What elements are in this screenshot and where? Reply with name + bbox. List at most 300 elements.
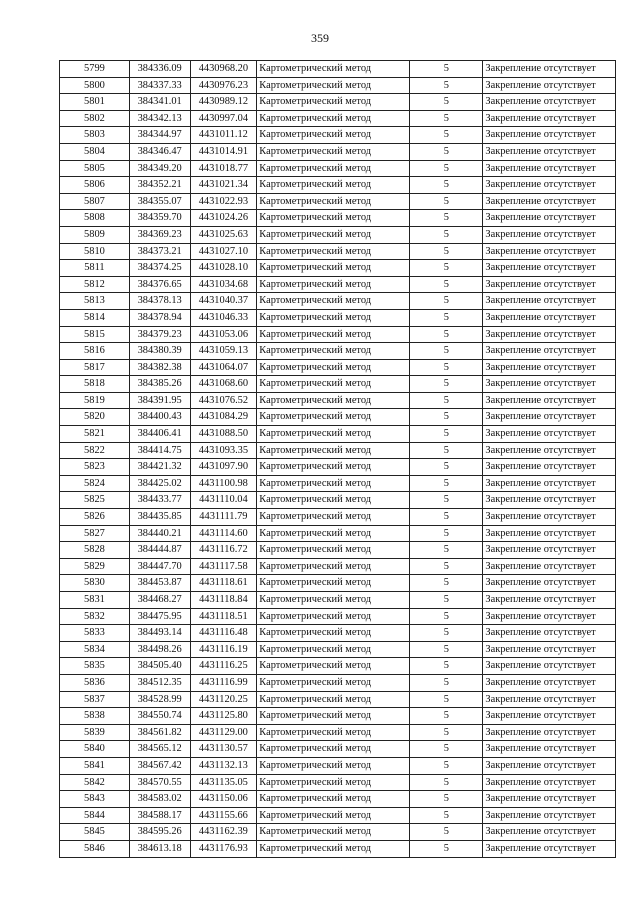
- table-row: [60, 343, 616, 360]
- x-coordinate-cell: 384447.70: [129, 558, 190, 575]
- y-coordinate-cell: 4431116.72: [190, 542, 257, 559]
- method-cell: Картометрический метод: [257, 260, 410, 277]
- fixing-cell: Закрепление отсутствует: [483, 492, 616, 509]
- fixing-cell: Закрепление отсутствует: [483, 160, 616, 177]
- accuracy-cell: 5: [410, 110, 483, 127]
- y-coordinate-cell: 4431162.39: [190, 824, 257, 841]
- y-coordinate-cell: 4431130.57: [190, 741, 257, 758]
- fixing-cell: Закрепление отсутствует: [483, 475, 616, 492]
- method-cell: Картометрический метод: [257, 359, 410, 376]
- point-number-cell: 5826: [60, 509, 130, 526]
- fixing-cell: Закрепление отсутствует: [483, 840, 616, 857]
- fixing-cell: Закрепление отсутствует: [483, 658, 616, 675]
- accuracy-cell: 5: [410, 459, 483, 476]
- point-number-cell: 5823: [60, 459, 130, 476]
- method-cell: Картометрический метод: [257, 276, 410, 293]
- y-coordinate-cell: 4431022.93: [190, 193, 257, 210]
- table-row: [60, 210, 616, 227]
- fixing-cell: Закрепление отсутствует: [483, 592, 616, 609]
- point-number-cell: 5841: [60, 757, 130, 774]
- table-row: [60, 840, 616, 857]
- y-coordinate-cell: 4431093.35: [190, 442, 257, 459]
- accuracy-cell: 5: [410, 376, 483, 393]
- table-row: [60, 625, 616, 642]
- table-row: [60, 475, 616, 492]
- x-coordinate-cell: 384498.26: [129, 641, 190, 658]
- table-row: [60, 226, 616, 243]
- accuracy-cell: 5: [410, 608, 483, 625]
- y-coordinate-cell: 4431027.10: [190, 243, 257, 260]
- method-cell: Картометрический метод: [257, 492, 410, 509]
- y-coordinate-cell: 4430997.04: [190, 110, 257, 127]
- fixing-cell: Закрепление отсутствует: [483, 757, 616, 774]
- point-number-cell: 5830: [60, 575, 130, 592]
- accuracy-cell: 5: [410, 575, 483, 592]
- table-row: [60, 326, 616, 343]
- x-coordinate-cell: 384359.70: [129, 210, 190, 227]
- y-coordinate-cell: 4431155.66: [190, 807, 257, 824]
- table-row: [60, 426, 616, 443]
- point-number-cell: 5816: [60, 343, 130, 360]
- method-cell: Картометрический метод: [257, 143, 410, 160]
- accuracy-cell: 5: [410, 824, 483, 841]
- point-number-cell: 5821: [60, 426, 130, 443]
- x-coordinate-cell: 384421.32: [129, 459, 190, 476]
- table-row: [60, 127, 616, 144]
- accuracy-cell: 5: [410, 658, 483, 675]
- y-coordinate-cell: 4431084.29: [190, 409, 257, 426]
- x-coordinate-cell: 384505.40: [129, 658, 190, 675]
- x-coordinate-cell: 384382.38: [129, 359, 190, 376]
- y-coordinate-cell: 4431116.99: [190, 674, 257, 691]
- table-row: [60, 608, 616, 625]
- point-number-cell: 5832: [60, 608, 130, 625]
- y-coordinate-cell: 4431132.13: [190, 757, 257, 774]
- accuracy-cell: 5: [410, 392, 483, 409]
- y-coordinate-cell: 4431088.50: [190, 426, 257, 443]
- table-row: [60, 542, 616, 559]
- fixing-cell: Закрепление отсутствует: [483, 807, 616, 824]
- method-cell: Картометрический метод: [257, 459, 410, 476]
- table-row: [60, 575, 616, 592]
- accuracy-cell: 5: [410, 127, 483, 144]
- point-number-cell: 5817: [60, 359, 130, 376]
- y-coordinate-cell: 4431011.12: [190, 127, 257, 144]
- accuracy-cell: 5: [410, 757, 483, 774]
- method-cell: Картометрический метод: [257, 509, 410, 526]
- point-number-cell: 5804: [60, 143, 130, 160]
- x-coordinate-cell: 384444.87: [129, 542, 190, 559]
- x-coordinate-cell: 384406.41: [129, 426, 190, 443]
- x-coordinate-cell: 384570.55: [129, 774, 190, 791]
- fixing-cell: Закрепление отсутствует: [483, 791, 616, 808]
- table-row: [60, 77, 616, 94]
- point-number-cell: 5814: [60, 309, 130, 326]
- method-cell: Картометрический метод: [257, 226, 410, 243]
- method-cell: Картометрический метод: [257, 824, 410, 841]
- x-coordinate-cell: 384373.21: [129, 243, 190, 260]
- point-number-cell: 5836: [60, 674, 130, 691]
- y-coordinate-cell: 4431118.51: [190, 608, 257, 625]
- x-coordinate-cell: 384400.43: [129, 409, 190, 426]
- method-cell: Картометрический метод: [257, 674, 410, 691]
- point-number-cell: 5809: [60, 226, 130, 243]
- y-coordinate-cell: 4431021.34: [190, 177, 257, 194]
- fixing-cell: Закрепление отсутствует: [483, 426, 616, 443]
- fixing-cell: Закрепление отсутствует: [483, 442, 616, 459]
- point-number-cell: 5837: [60, 691, 130, 708]
- point-number-cell: 5843: [60, 791, 130, 808]
- point-number-cell: 5800: [60, 77, 130, 94]
- method-cell: Картометрический метод: [257, 392, 410, 409]
- method-cell: Картометрический метод: [257, 542, 410, 559]
- fixing-cell: Закрепление отсутствует: [483, 293, 616, 310]
- table-row: [60, 509, 616, 526]
- fixing-cell: Закрепление отсутствует: [483, 77, 616, 94]
- fixing-cell: Закрепление отсутствует: [483, 741, 616, 758]
- method-cell: Картометрический метод: [257, 409, 410, 426]
- fixing-cell: Закрепление отсутствует: [483, 724, 616, 741]
- point-number-cell: 5835: [60, 658, 130, 675]
- point-number-cell: 5834: [60, 641, 130, 658]
- fixing-cell: Закрепление отсутствует: [483, 210, 616, 227]
- y-coordinate-cell: 4431064.07: [190, 359, 257, 376]
- y-coordinate-cell: 4431018.77: [190, 160, 257, 177]
- method-cell: Картометрический метод: [257, 791, 410, 808]
- accuracy-cell: 5: [410, 426, 483, 443]
- table-row: [60, 160, 616, 177]
- y-coordinate-cell: 4431068.60: [190, 376, 257, 393]
- method-cell: Картометрический метод: [257, 691, 410, 708]
- accuracy-cell: 5: [410, 94, 483, 111]
- fixing-cell: Закрепление отсутствует: [483, 127, 616, 144]
- method-cell: Картометрический метод: [257, 774, 410, 791]
- x-coordinate-cell: 384355.07: [129, 193, 190, 210]
- y-coordinate-cell: 4431117.58: [190, 558, 257, 575]
- point-number-cell: 5812: [60, 276, 130, 293]
- y-coordinate-cell: 4431125.80: [190, 708, 257, 725]
- fixing-cell: Закрепление отсутствует: [483, 575, 616, 592]
- point-number-cell: 5831: [60, 592, 130, 609]
- accuracy-cell: 5: [410, 309, 483, 326]
- y-coordinate-cell: 4431025.63: [190, 226, 257, 243]
- table-row: [60, 376, 616, 393]
- point-number-cell: 5844: [60, 807, 130, 824]
- fixing-cell: Закрепление отсутствует: [483, 525, 616, 542]
- x-coordinate-cell: 384425.02: [129, 475, 190, 492]
- point-number-cell: 5799: [60, 61, 130, 78]
- y-coordinate-cell: 4430968.20: [190, 61, 257, 78]
- fixing-cell: Закрепление отсутствует: [483, 542, 616, 559]
- table-row: [60, 110, 616, 127]
- x-coordinate-cell: 384567.42: [129, 757, 190, 774]
- point-number-cell: 5829: [60, 558, 130, 575]
- table-row: [60, 641, 616, 658]
- y-coordinate-cell: 4431176.93: [190, 840, 257, 857]
- table-row: [60, 807, 616, 824]
- x-coordinate-cell: 384391.95: [129, 392, 190, 409]
- accuracy-cell: 5: [410, 840, 483, 857]
- table-row: [60, 193, 616, 210]
- method-cell: Картометрический метод: [257, 243, 410, 260]
- method-cell: Картометрический метод: [257, 376, 410, 393]
- x-coordinate-cell: 384344.97: [129, 127, 190, 144]
- table-row: [60, 243, 616, 260]
- x-coordinate-cell: 384435.85: [129, 509, 190, 526]
- table-row: [60, 442, 616, 459]
- fixing-cell: Закрепление отсутствует: [483, 359, 616, 376]
- fixing-cell: Закрепление отсутствует: [483, 459, 616, 476]
- accuracy-cell: 5: [410, 774, 483, 791]
- fixing-cell: Закрепление отсутствует: [483, 774, 616, 791]
- method-cell: Картометрический метод: [257, 575, 410, 592]
- accuracy-cell: 5: [410, 77, 483, 94]
- accuracy-cell: 5: [410, 177, 483, 194]
- method-cell: Картометрический метод: [257, 525, 410, 542]
- table-row: [60, 674, 616, 691]
- method-cell: Картометрический метод: [257, 558, 410, 575]
- fixing-cell: Закрепление отсутствует: [483, 94, 616, 111]
- table-row: [60, 94, 616, 111]
- point-number-cell: 5819: [60, 392, 130, 409]
- accuracy-cell: 5: [410, 691, 483, 708]
- point-number-cell: 5828: [60, 542, 130, 559]
- accuracy-cell: 5: [410, 143, 483, 160]
- method-cell: Картометрический метод: [257, 61, 410, 78]
- table-row: [60, 359, 616, 376]
- method-cell: Картометрический метод: [257, 110, 410, 127]
- method-cell: Картометрический метод: [257, 293, 410, 310]
- y-coordinate-cell: 4431076.52: [190, 392, 257, 409]
- y-coordinate-cell: 4431116.25: [190, 658, 257, 675]
- x-coordinate-cell: 384453.87: [129, 575, 190, 592]
- y-coordinate-cell: 4431024.26: [190, 210, 257, 227]
- table-row: [60, 592, 616, 609]
- y-coordinate-cell: 4431028.10: [190, 260, 257, 277]
- method-cell: Картометрический метод: [257, 840, 410, 857]
- table-row: [60, 708, 616, 725]
- point-number-cell: 5802: [60, 110, 130, 127]
- fixing-cell: Закрепление отсутствует: [483, 226, 616, 243]
- method-cell: Картометрический метод: [257, 77, 410, 94]
- method-cell: Картометрический метод: [257, 326, 410, 343]
- y-coordinate-cell: 4431014.91: [190, 143, 257, 160]
- method-cell: Картометрический метод: [257, 592, 410, 609]
- fixing-cell: Закрепление отсутствует: [483, 824, 616, 841]
- table-row: [60, 757, 616, 774]
- accuracy-cell: 5: [410, 741, 483, 758]
- fixing-cell: Закрепление отсутствует: [483, 376, 616, 393]
- point-number-cell: 5807: [60, 193, 130, 210]
- point-number-cell: 5818: [60, 376, 130, 393]
- x-coordinate-cell: 384468.27: [129, 592, 190, 609]
- accuracy-cell: 5: [410, 160, 483, 177]
- table-row: [60, 724, 616, 741]
- x-coordinate-cell: 384378.94: [129, 309, 190, 326]
- accuracy-cell: 5: [410, 625, 483, 642]
- accuracy-cell: 5: [410, 791, 483, 808]
- accuracy-cell: 5: [410, 343, 483, 360]
- x-coordinate-cell: 384376.65: [129, 276, 190, 293]
- accuracy-cell: 5: [410, 724, 483, 741]
- x-coordinate-cell: 384346.47: [129, 143, 190, 160]
- accuracy-cell: 5: [410, 409, 483, 426]
- table-row: [60, 392, 616, 409]
- y-coordinate-cell: 4430989.12: [190, 94, 257, 111]
- table-row: [60, 525, 616, 542]
- x-coordinate-cell: 384385.26: [129, 376, 190, 393]
- table-row: [60, 143, 616, 160]
- fixing-cell: Закрепление отсутствует: [483, 276, 616, 293]
- point-number-cell: 5825: [60, 492, 130, 509]
- point-number-cell: 5842: [60, 774, 130, 791]
- fixing-cell: Закрепление отсутствует: [483, 243, 616, 260]
- method-cell: Картометрический метод: [257, 442, 410, 459]
- method-cell: Картометрический метод: [257, 757, 410, 774]
- y-coordinate-cell: 4431046.33: [190, 309, 257, 326]
- method-cell: Картометрический метод: [257, 160, 410, 177]
- accuracy-cell: 5: [410, 359, 483, 376]
- y-coordinate-cell: 4431034.68: [190, 276, 257, 293]
- point-number-cell: 5840: [60, 741, 130, 758]
- table-row: [60, 276, 616, 293]
- x-coordinate-cell: 384374.25: [129, 260, 190, 277]
- accuracy-cell: 5: [410, 442, 483, 459]
- fixing-cell: Закрепление отсутствует: [483, 143, 616, 160]
- x-coordinate-cell: 384588.17: [129, 807, 190, 824]
- y-coordinate-cell: 4431059.13: [190, 343, 257, 360]
- fixing-cell: Закрепление отсутствует: [483, 691, 616, 708]
- x-coordinate-cell: 384512.35: [129, 674, 190, 691]
- accuracy-cell: 5: [410, 475, 483, 492]
- x-coordinate-cell: 384379.23: [129, 326, 190, 343]
- table-row: [60, 558, 616, 575]
- table-row: [60, 791, 616, 808]
- table-row: [60, 459, 616, 476]
- point-number-cell: 5824: [60, 475, 130, 492]
- point-number-cell: 5820: [60, 409, 130, 426]
- fixing-cell: Закрепление отсутствует: [483, 309, 616, 326]
- point-number-cell: 5803: [60, 127, 130, 144]
- table-row: [60, 741, 616, 758]
- fixing-cell: Закрепление отсутствует: [483, 177, 616, 194]
- method-cell: Картометрический метод: [257, 127, 410, 144]
- point-number-cell: 5815: [60, 326, 130, 343]
- method-cell: Картометрический метод: [257, 658, 410, 675]
- y-coordinate-cell: 4431053.06: [190, 326, 257, 343]
- accuracy-cell: 5: [410, 525, 483, 542]
- y-coordinate-cell: 4431129.00: [190, 724, 257, 741]
- y-coordinate-cell: 4431120.25: [190, 691, 257, 708]
- fixing-cell: Закрепление отсутствует: [483, 61, 616, 78]
- x-coordinate-cell: 384349.20: [129, 160, 190, 177]
- method-cell: Картометрический метод: [257, 426, 410, 443]
- table-row: [60, 691, 616, 708]
- x-coordinate-cell: 384352.21: [129, 177, 190, 194]
- method-cell: Картометрический метод: [257, 741, 410, 758]
- y-coordinate-cell: 4431116.48: [190, 625, 257, 642]
- point-number-cell: 5806: [60, 177, 130, 194]
- y-coordinate-cell: 4431040.37: [190, 293, 257, 310]
- method-cell: Картометрический метод: [257, 177, 410, 194]
- x-coordinate-cell: 384561.82: [129, 724, 190, 741]
- x-coordinate-cell: 384433.77: [129, 492, 190, 509]
- accuracy-cell: 5: [410, 276, 483, 293]
- method-cell: Картометрический метод: [257, 94, 410, 111]
- y-coordinate-cell: 4431150.06: [190, 791, 257, 808]
- x-coordinate-cell: 384369.23: [129, 226, 190, 243]
- table-row: [60, 177, 616, 194]
- method-cell: Картометрический метод: [257, 708, 410, 725]
- accuracy-cell: 5: [410, 509, 483, 526]
- fixing-cell: Закрепление отсутствует: [483, 674, 616, 691]
- method-cell: Картометрический метод: [257, 625, 410, 642]
- x-coordinate-cell: 384414.75: [129, 442, 190, 459]
- method-cell: Картометрический метод: [257, 309, 410, 326]
- x-coordinate-cell: 384378.13: [129, 293, 190, 310]
- method-cell: Картометрический метод: [257, 608, 410, 625]
- table-row: [60, 658, 616, 675]
- x-coordinate-cell: 384342.13: [129, 110, 190, 127]
- table-row: [60, 61, 616, 78]
- page-number: 359: [311, 31, 329, 45]
- y-coordinate-cell: 4431097.90: [190, 459, 257, 476]
- point-number-cell: 5846: [60, 840, 130, 857]
- table-row: [60, 309, 616, 326]
- point-number-cell: 5845: [60, 824, 130, 841]
- x-coordinate-cell: 384550.74: [129, 708, 190, 725]
- x-coordinate-cell: 384565.12: [129, 741, 190, 758]
- accuracy-cell: 5: [410, 326, 483, 343]
- x-coordinate-cell: 384595.26: [129, 824, 190, 841]
- y-coordinate-cell: 4430976.23: [190, 77, 257, 94]
- x-coordinate-cell: 384613.18: [129, 840, 190, 857]
- y-coordinate-cell: 4431114.60: [190, 525, 257, 542]
- accuracy-cell: 5: [410, 542, 483, 559]
- accuracy-cell: 5: [410, 210, 483, 227]
- fixing-cell: Закрепление отсутствует: [483, 708, 616, 725]
- point-number-cell: 5822: [60, 442, 130, 459]
- fixing-cell: Закрепление отсутствует: [483, 193, 616, 210]
- y-coordinate-cell: 4431118.61: [190, 575, 257, 592]
- fixing-cell: Закрепление отсутствует: [483, 409, 616, 426]
- accuracy-cell: 5: [410, 807, 483, 824]
- accuracy-cell: 5: [410, 674, 483, 691]
- fixing-cell: Закрепление отсутствует: [483, 260, 616, 277]
- accuracy-cell: 5: [410, 193, 483, 210]
- point-number-cell: 5839: [60, 724, 130, 741]
- accuracy-cell: 5: [410, 61, 483, 78]
- accuracy-cell: 5: [410, 293, 483, 310]
- y-coordinate-cell: 4431116.19: [190, 641, 257, 658]
- point-number-cell: 5838: [60, 708, 130, 725]
- y-coordinate-cell: 4431111.79: [190, 509, 257, 526]
- point-number-cell: 5813: [60, 293, 130, 310]
- table-row: [60, 824, 616, 841]
- x-coordinate-cell: 384336.09: [129, 61, 190, 78]
- fixing-cell: Закрепление отсутствует: [483, 110, 616, 127]
- x-coordinate-cell: 384528.99: [129, 691, 190, 708]
- accuracy-cell: 5: [410, 592, 483, 609]
- method-cell: Картометрический метод: [257, 641, 410, 658]
- point-number-cell: 5827: [60, 525, 130, 542]
- coordinates-table: [59, 60, 616, 858]
- accuracy-cell: 5: [410, 708, 483, 725]
- y-coordinate-cell: 4431100.98: [190, 475, 257, 492]
- x-coordinate-cell: 384337.33: [129, 77, 190, 94]
- fixing-cell: Закрепление отсутствует: [483, 392, 616, 409]
- x-coordinate-cell: 384583.02: [129, 791, 190, 808]
